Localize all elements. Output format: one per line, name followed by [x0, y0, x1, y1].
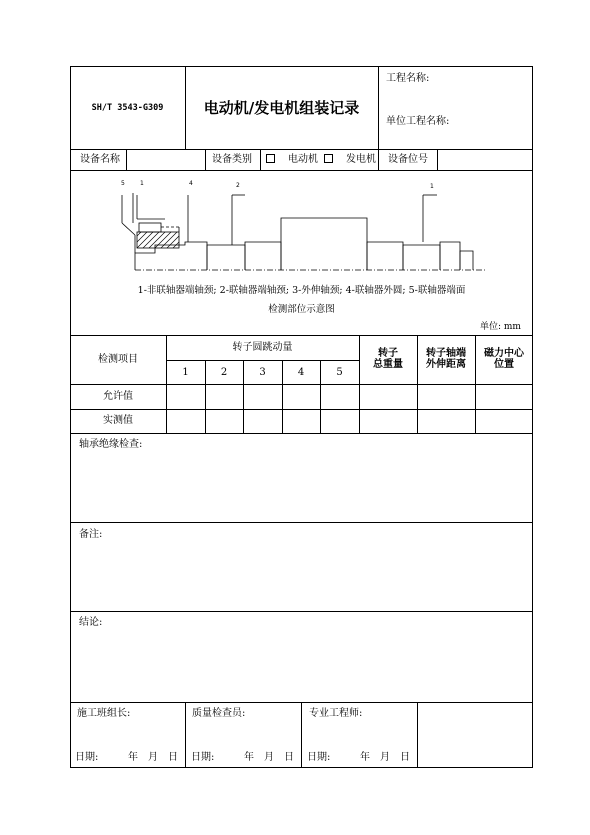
row-label-measured: 实测值 — [103, 415, 133, 426]
diagram-mark: 1 — [430, 183, 434, 190]
magnetic-center-header-line2: 位置 — [494, 359, 514, 370]
rule-sig-2 — [301, 702, 302, 768]
rule-table-header-bottom — [70, 384, 533, 385]
diagram-mark: 2 — [236, 182, 240, 189]
diagram-mark: 4 — [189, 180, 193, 187]
unit-label: 单位: mm — [480, 322, 521, 332]
equipment-position-label: 设备位号 — [388, 154, 428, 165]
date-year: 年 — [128, 752, 138, 763]
runout-col-header: 1 — [182, 367, 189, 378]
rule-row2-bottom — [70, 433, 533, 434]
date-label: 日期: — [307, 752, 331, 763]
rule-eq-2 — [205, 149, 206, 170]
extension-header-line2: 外伸距离 — [426, 359, 466, 370]
weight-header-line1: 转子 — [378, 348, 398, 359]
rule-remarks-bottom — [70, 611, 533, 612]
rule-eq-4 — [378, 149, 379, 170]
page-title: 电动机/发电机组装记录 — [203, 99, 360, 117]
diagram-legend: 1-非联轴器端轴颈; 2-联轴器端轴颈; 3-外伸轴颈; 4-联轴器外圆; 5-联轴器端面 — [137, 285, 466, 296]
rule-row1-bottom — [70, 409, 533, 410]
diagram-mark: 1 — [140, 180, 144, 187]
date-day: 日 — [400, 752, 410, 763]
equipment-type-label: 设备类别 — [212, 154, 252, 165]
runout-col-header: 4 — [297, 367, 305, 378]
item-header: 检测项目 — [98, 354, 138, 365]
date-month: 月 — [148, 752, 158, 763]
conclusion-label: 结论: — [79, 617, 103, 628]
date-year: 年 — [360, 752, 370, 763]
runout-col-header: 2 — [220, 367, 228, 378]
rule-diagram-bottom — [70, 335, 533, 336]
rule-eq-3 — [260, 149, 261, 170]
runout-col-header: 3 — [259, 367, 266, 378]
rule-sig-3 — [417, 702, 418, 768]
form-code: SH/T 3543-G309 — [91, 103, 164, 113]
engineer-label: 专业工程师: — [309, 708, 363, 719]
extension-header-line1: 转子轴端 — [426, 348, 466, 359]
diagram-caption: 检测部位示意图 — [268, 304, 335, 315]
rule-eq-1 — [126, 149, 127, 170]
remarks-label: 备注: — [79, 529, 103, 540]
row-label-allowed: 允许值 — [103, 391, 133, 402]
date-day: 日 — [168, 752, 178, 763]
date-day: 日 — [284, 752, 294, 763]
rule-header-bottom — [70, 149, 533, 150]
date-year: 年 — [244, 752, 254, 763]
generator-checkbox[interactable] — [324, 154, 333, 163]
rule-insulation-bottom — [70, 522, 533, 523]
rule-sig-1 — [185, 702, 186, 768]
quality-inspector-label: 质量检查员: — [192, 708, 246, 719]
project-name-label: 工程名称: — [386, 73, 430, 84]
rule-title-right — [378, 66, 379, 149]
date-label: 日期: — [191, 752, 215, 763]
weight-header-line2: 总重量 — [373, 359, 403, 370]
runout-header: 转子圆跳动量 — [232, 342, 293, 353]
motor-option-label: 电动机 — [288, 154, 318, 165]
insulation-check-label: 轴承绝缘检查: — [79, 439, 143, 450]
detection-diagram — [105, 175, 495, 280]
equipment-name-label: 设备名称 — [80, 154, 120, 165]
date-month: 月 — [380, 752, 390, 763]
generator-option-label: 发电机 — [346, 154, 376, 165]
rule-runout-subheader — [166, 360, 359, 361]
magnetic-center-header-line1: 磁力中心 — [484, 348, 524, 359]
motor-checkbox[interactable] — [266, 154, 275, 163]
diagram-mark: 5 — [121, 180, 125, 187]
runout-col-header: 5 — [336, 367, 343, 378]
date-label: 日期: — [75, 752, 99, 763]
rule-eq-5 — [437, 149, 438, 170]
date-month: 月 — [264, 752, 274, 763]
rule-equipment-bottom — [70, 170, 533, 171]
team-leader-label: 施工班组长: — [77, 708, 131, 719]
unit-project-label: 单位工程名称: — [386, 116, 450, 127]
